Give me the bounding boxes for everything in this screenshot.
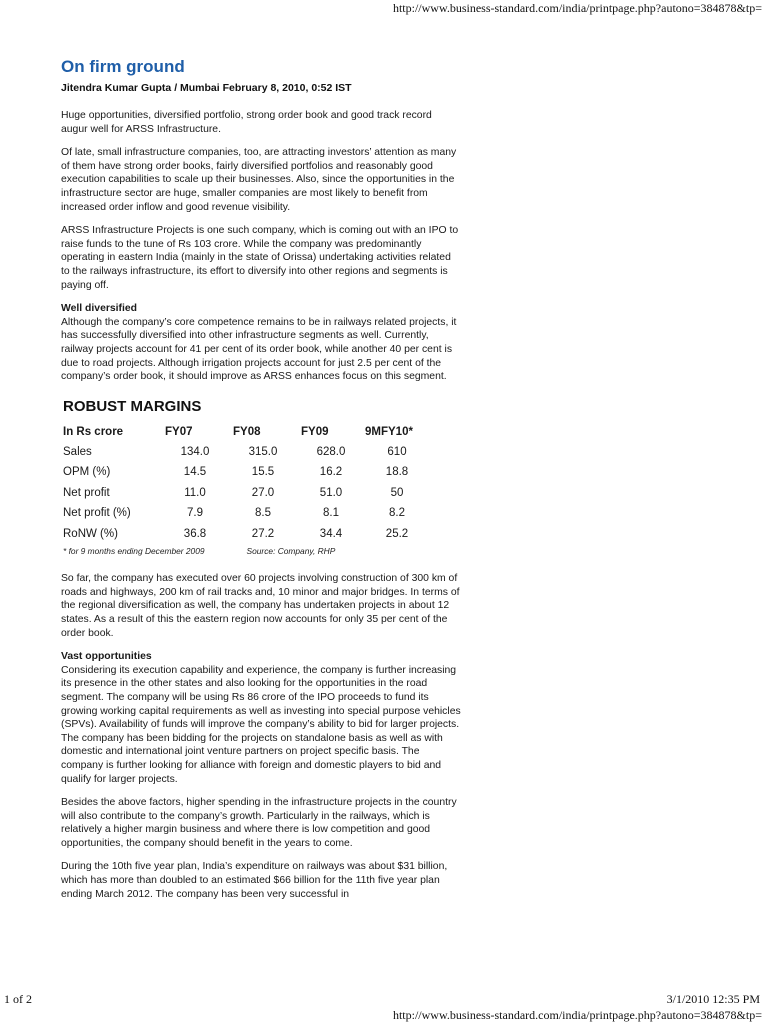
section-heading-well-diversified: Well diversified <box>61 303 138 315</box>
table-cell: 51.0 <box>319 486 343 499</box>
financials-table <box>63 422 429 545</box>
body-paragraph: So far, the company has executed over 60 projects involving construction of 300 km of roads and highways, 200 km of rail tracks and, 10 minor and major bridges. In terms of the regional diversification as well, the company has undertaken projects in about 12 states. As a result of this the eastern region now accounts for only 35 per cent of the order book. <box>61 573 460 639</box>
print-footer-url: http://www.business-standard.com/india/printpage.php?autono=384878&tp= <box>392 1008 762 1022</box>
table-header-cell: FY09 <box>301 425 329 438</box>
table-cell: 25.2 <box>385 527 409 540</box>
table-cell: 7.9 <box>187 507 203 520</box>
table-header-row <box>63 422 429 442</box>
table-row <box>63 524 429 545</box>
print-datetime: 3/1/2010 12:35 PM <box>666 992 760 1006</box>
article-byline: Jitendra Kumar Gupta / Mumbai February 8, 2010, 0:52 IST <box>61 82 352 94</box>
table-cell: OPM (%) <box>63 466 111 479</box>
body-paragraph: Besides the above factors, higher spending in the infrastructure projects in the country will also contribute to the company’s growth. Particularly in the railways, which is relatively a higher margin business and where there is low competition and good opportunities, the company should benefit in the years to come. <box>61 797 457 849</box>
table-cell: 36.8 <box>183 527 207 540</box>
table-header-cell: In Rs crore <box>63 425 124 438</box>
table-cell: 134.0 <box>180 445 210 458</box>
table-cell: 610 <box>387 445 407 458</box>
table-cell: 315.0 <box>248 445 278 458</box>
table-footnote: * for 9 months ending December 2009 <box>63 546 205 557</box>
robust-margins-table-block <box>63 398 461 557</box>
section-heading-vast-opportunities: Vast opportunities <box>61 651 152 663</box>
table-cell: 27.2 <box>251 527 275 540</box>
table-cell: Net profit (%) <box>63 507 131 520</box>
table-cell: 14.5 <box>183 466 207 479</box>
body-paragraph: During the 10th five year plan, India’s expenditure on railways was about $31 billion, which has more than doubled to an estimated $66 billion for the 11th five year plan ending March 2012. The company has been very successful in <box>61 861 448 900</box>
section-paragraph: Considering its execution capability and experience, the company is further increasing its presence in the other states and also looking for the opportunities in the road segment. The company will be using Rs 86 crore of the IPO proceeds to fund its growing working capital requirements as well as investing into special purpose vehicles (SPVs). Availability of funds will improve the company’s ability to bid for larger projects. The company has been bidding for the projects on standalone basis as well as with domestic and international joint venture partners on project specific basis. The company is further looking for alliance with foreign and domestic players to bid and qualify for larger projects. <box>61 664 461 785</box>
table-cell: Net profit <box>63 486 110 499</box>
table-header-cell: FY07 <box>165 425 193 438</box>
table-notes <box>63 546 461 556</box>
table-header-cell: 9MFY10* <box>365 425 413 438</box>
table-cell: 11.0 <box>184 486 206 499</box>
table-cell: 27.0 <box>251 486 275 499</box>
article <box>61 56 461 911</box>
table-cell: 8.1 <box>323 507 339 520</box>
table-cell: 16.2 <box>319 466 343 479</box>
page-number: 1 of 2 <box>4 992 32 1006</box>
table-row <box>63 462 429 483</box>
table-source: Source: Company, RHP <box>246 546 336 557</box>
article-title: On firm ground <box>61 57 185 76</box>
intro-paragraph: ARSS Infrastructure Projects is one such company, which is coming out with an IPO to raise funds to the tune of Rs 103 crore. While the company was predominantly operating in eastern India (mainly in the state of Orissa) undertaking activities related to the railways infrastructure, its effort to diversify into other regions and segments is paying off. <box>61 225 459 291</box>
table-cell: Sales <box>63 445 92 458</box>
table-cell: 34.4 <box>319 527 343 540</box>
section-paragraph: Although the company’s core competence remains to be in railways related projects, it has successfully diversified into other infrastructure segments as well. Currently, railway projects account for 41 per cent of its order book, while another 40 per cent is due to road projects. Although irrigation projects account for just 2.5 per cent of the company’s order book, it should improve as ARSS enhances focus on this segment. <box>61 316 457 383</box>
table-title: ROBUST MARGINS <box>63 397 202 415</box>
table-cell: 628.0 <box>316 445 346 458</box>
table-cell: 18.8 <box>385 466 409 479</box>
table-row <box>63 503 429 524</box>
table-cell: 15.5 <box>251 466 275 479</box>
table-row <box>63 442 429 463</box>
table-cell: RoNW (%) <box>63 527 118 540</box>
table-cell: 8.2 <box>389 507 405 520</box>
print-header-url: http://www.business-standard.com/india/printpage.php?autono=384878&tp= <box>392 1 762 15</box>
table-row <box>63 483 429 504</box>
table-header-cell: FY08 <box>233 425 261 438</box>
intro-paragraph: Huge opportunities, diversified portfolio, strong order book and good track record augur well for ARSS Infrastructure. <box>61 110 432 135</box>
table-cell: 8.5 <box>255 507 271 520</box>
intro-paragraph: Of late, small infrastructure companies, too, are attracting investors’ attention as many of them have strong order books, fairly diversified portfolios and reasonably good execution capabilities to scale up their businesses. Also, since the opportunities in the infrastructure sector are huge, smaller companies are most likely to benefit from increased order inflow and good revenue visibility. <box>61 147 457 213</box>
table-cell: 50 <box>390 486 404 499</box>
